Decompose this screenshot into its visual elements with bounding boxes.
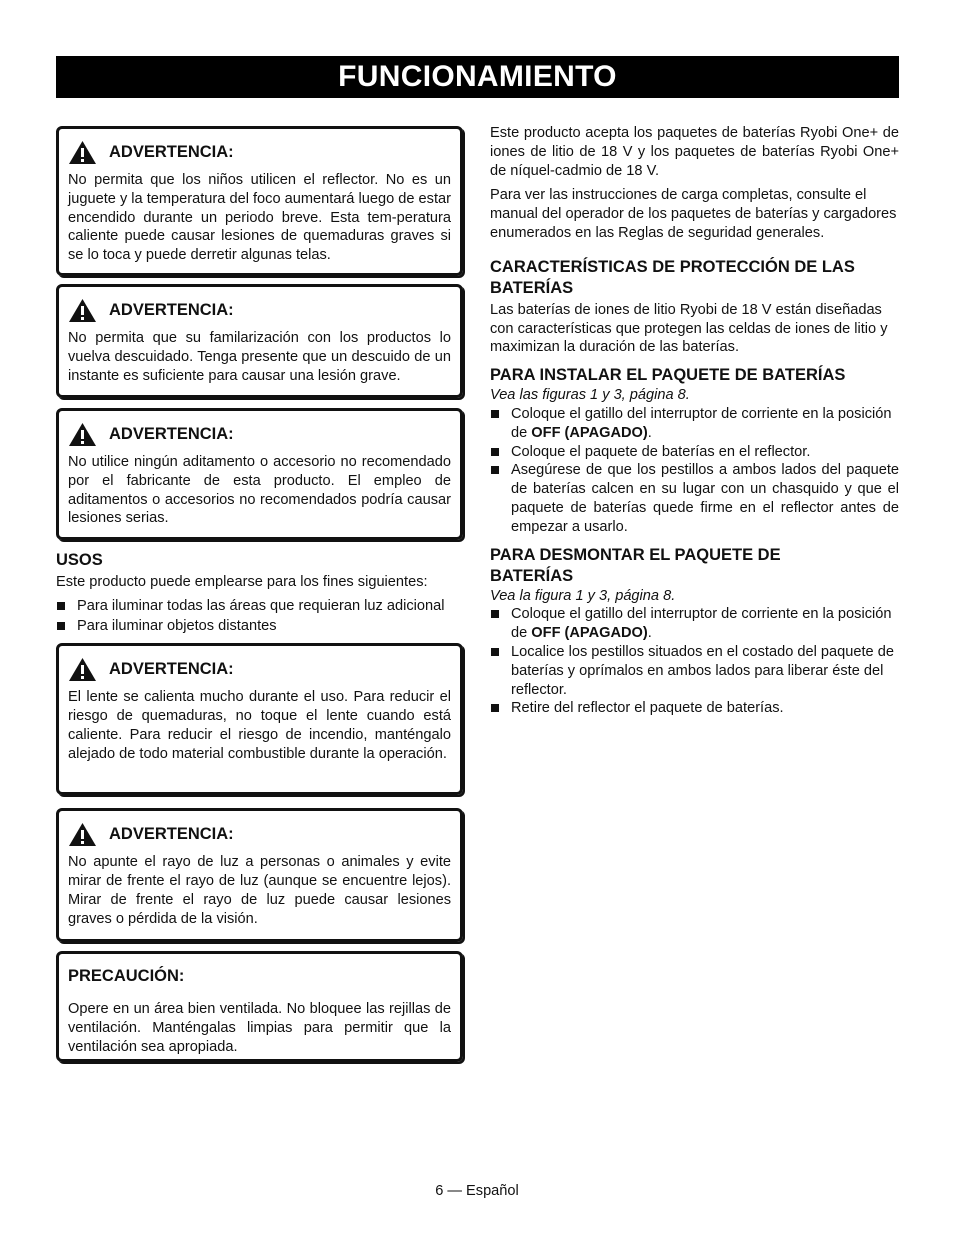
off-position-label: OFF (APAGADO) <box>531 625 648 642</box>
remove-steps <box>490 605 899 718</box>
warning-text: No utilice ningún aditamento o accesorio no recomendado por el fabricante de esta producto. El empleo de aditamentos o accesorios no recomendados podría causar lesiones serias. <box>68 454 451 527</box>
install-steps <box>490 405 899 537</box>
protection-text: Las baterías de iones de litio Ryobi de 18 V están diseñadas con características que protegen las celdas de iones de litio y maximizan la duración de las baterías. <box>490 301 888 356</box>
list-item: Coloque el gatillo del interruptor de corriente en la posición de OFF (APAGADO). <box>490 405 899 443</box>
remove-heading: PARA DESMONTAR EL PAQUETE DE BATERÍAS <box>490 545 781 585</box>
warning-triangle-icon <box>68 657 97 682</box>
warning-triangle-icon <box>68 298 97 323</box>
warning-header <box>68 297 451 323</box>
warning-text: El lente se calienta mucho durante el uso. Para reducir el riesgo de quemaduras, no toque el lente cuando está caliente. Para reducir el riesgo de incendio, manténgalo alejado de todo material combustible durante la operación. <box>68 689 451 762</box>
warning-triangle-icon <box>68 822 97 847</box>
warning-box-hot-lens <box>56 643 463 795</box>
warning-text: No permita que su familarización con los productos lo vuelva descuidado. Tenga presente que un descuido de un instante es suficiente para causar una lesión grave. <box>68 330 451 384</box>
list-item: Retire del reflector el paquete de baterías. <box>490 699 899 718</box>
caution-box <box>56 951 463 1062</box>
warning-header <box>68 139 451 165</box>
protection-heading: CARACTERÍSTICAS DE PROTECCIÓN DE LAS BATERÍAS <box>490 257 855 297</box>
remove-figure-reference: Vea la figura 1 y 3, página 8. <box>490 587 676 604</box>
warning-triangle-icon <box>68 140 97 165</box>
left-column <box>56 126 463 1062</box>
warning-box-beam <box>56 808 463 942</box>
warning-box-carelessness <box>56 284 463 398</box>
warning-triangle-icon <box>68 422 97 447</box>
warning-box-accessories <box>56 408 463 540</box>
warning-label: ADVERTENCIA: <box>109 659 234 678</box>
list-item: Para iluminar todas las áreas que requieran luz adicional <box>56 597 463 616</box>
intro-paragraph: Este producto acepta los paquetes de baterías Ryobi One+ de iones de litio de 18 V y los paquetes de baterías Ryobi One+ de níquel-cadmio de 18 V. <box>490 125 899 179</box>
warning-header <box>68 656 451 682</box>
install-heading: PARA INSTALAR EL PAQUETE DE BATERÍAS <box>490 366 846 385</box>
list-item: Asegúrese de que los pestillos a ambos lados del paquete de baterías calcen en su lugar con un chasquido y que el paquete de baterías quede firme en el reflector antes de empezar a usarlo. <box>490 461 899 536</box>
install-figure-reference: Vea las figuras 1 y 3, página 8. <box>490 387 690 404</box>
usos-section <box>56 550 463 635</box>
off-position-label: OFF (APAGADO) <box>531 424 648 441</box>
usos-heading: USOS <box>56 551 103 569</box>
list-item: Coloque el paquete de baterías en el reflector. <box>490 443 899 462</box>
warning-text: No apunte el rayo de luz a personas o animales y evite mirar de frente el rayo de luz (aunque se encuentre lejos). Mirar de frente el rayo de luz puede causar lesiones graves o pérdida de la visión. <box>68 854 451 927</box>
list-item: Para iluminar objetos distantes <box>56 617 463 636</box>
list-item: Coloque el gatillo del interruptor de corriente en la posición de OFF (APAGADO). <box>490 605 899 643</box>
usos-list <box>56 597 463 636</box>
warning-header <box>68 421 451 447</box>
warning-label: ADVERTENCIA: <box>109 142 234 161</box>
warning-label: ADVERTENCIA: <box>109 424 234 443</box>
right-column <box>490 124 899 718</box>
warning-box-children <box>56 126 463 276</box>
warning-header <box>68 821 451 847</box>
list-item: Localice los pestillos situados en el costado del paquete de baterías y oprímalos en ambos lados para liberar éste del reflector. <box>490 643 899 699</box>
warning-label: ADVERTENCIA: <box>109 300 234 319</box>
warning-label: ADVERTENCIA: <box>109 824 234 843</box>
charging-paragraph: Para ver las instrucciones de carga completas, consulte el manual del operador de los paquetes de baterías y cargadores enumerados en las Reglas de seguridad generales. <box>490 187 897 241</box>
page-footer: 6 — Español <box>435 1183 519 1199</box>
usos-intro: Este producto puede emplearse para los fines siguientes: <box>56 574 428 590</box>
caution-text: Opere en un área bien ventilada. No bloquee las rejillas de ventilación. Manténgalas limpias para permitir que la ventilación sea apropiada. <box>68 1001 451 1055</box>
warning-text: No permita que los niños utilicen el reflector. No es un juguete y la temperatura del foco aumentará luego de estar encendido durante un periodo breve. Esta tem-peratura caliente puede causar lesiones de quemaduras graves si se lo toca y puede derretir algunas telas. <box>68 172 451 264</box>
caution-label: PRECAUCIÓN: <box>68 967 185 986</box>
page-title: FUNCIONAMIENTO <box>56 56 899 98</box>
